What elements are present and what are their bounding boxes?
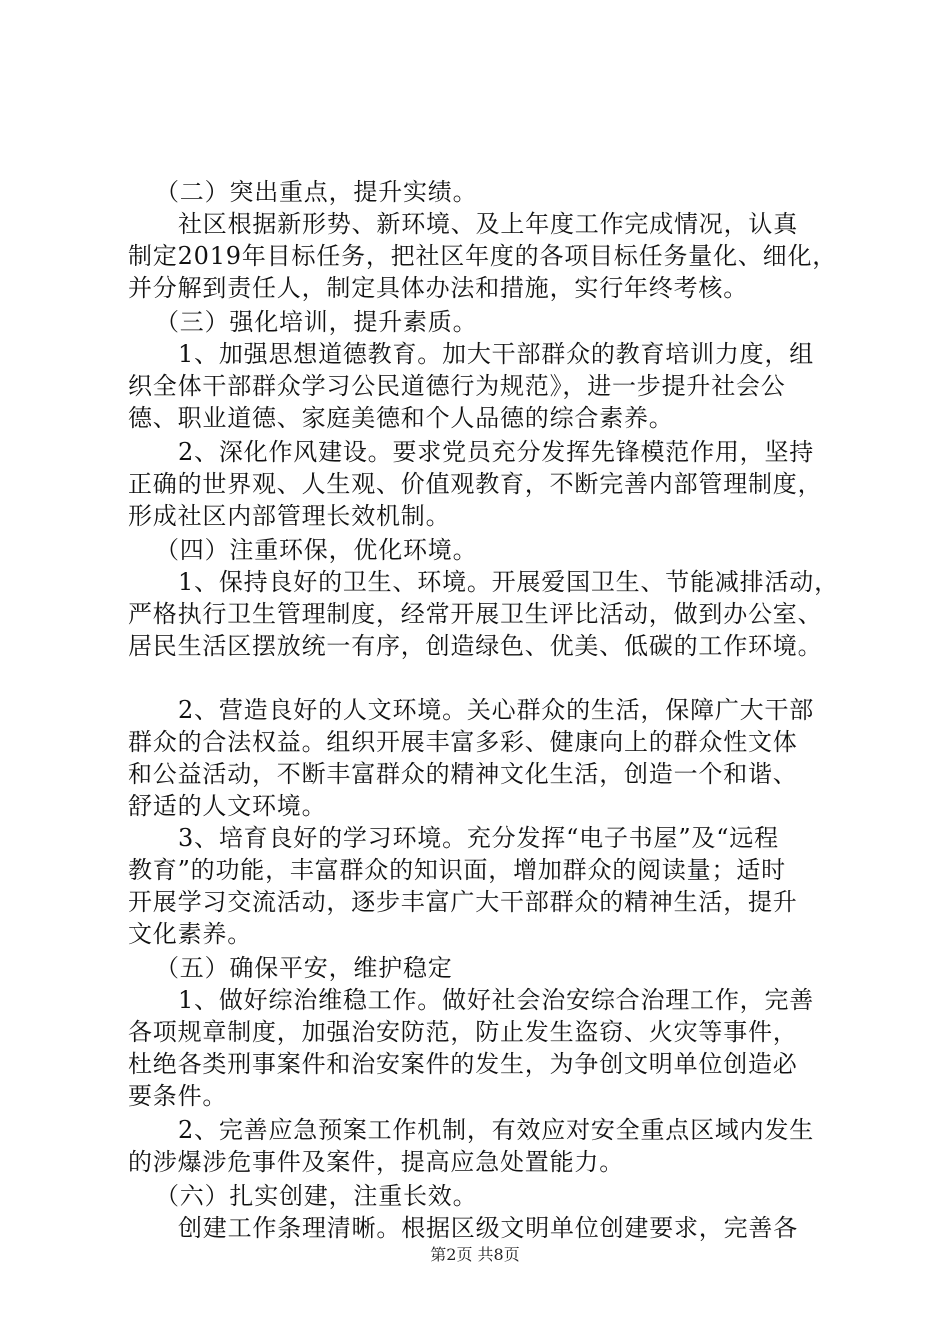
paragraph-line: 社区根据新形势、新环境、及上年度工作完成情况，认真: [178, 210, 798, 238]
page-footer: 第2页 共8页: [430, 1245, 520, 1264]
paragraph-line: 严格执行卫生管理制度，经常开展卫生评比活动，做到办公室、: [128, 600, 823, 628]
paragraph-line: 舒适的人文环境。: [128, 792, 327, 820]
paragraph-line: 和公益活动，不断丰富群众的精神文化生活，创造一个和谐、: [128, 760, 798, 788]
paragraph-line: 各项规章制度，加强治安防范，防止发生盗窃、火灾等事件，: [128, 1018, 798, 1046]
paragraph-line: 德、职业道德、家庭美德和个人品德的综合素养。: [128, 404, 674, 432]
paragraph-line: 居民生活区摆放统一有序，创造绿色、优美、低碳的工作环境。: [128, 632, 823, 660]
paragraph-line: 形成社区内部管理长效机制。: [128, 502, 451, 530]
paragraph-line: 要条件。: [128, 1082, 228, 1110]
paragraph-line: 3、培育良好的学习环境。充分发挥“电子书屋”及“远程: [178, 824, 779, 852]
paragraph-line: 2、深化作风建设。要求党员充分发挥先锋模范作用，坚持: [178, 438, 815, 466]
paragraph-line: 教育”的功能，丰富群众的知识面，增加群众的阅读量；适时: [128, 856, 786, 884]
section-heading-3: （三）强化培训，提升素质。: [155, 308, 478, 336]
paragraph-line: 杜绝各类刑事案件和治安案件的发生，为争创文明单位创造必: [128, 1050, 798, 1078]
paragraph-line: 开展学习交流活动，逐步丰富广大干部群众的精神生活，提升: [128, 888, 798, 916]
paragraph-line: 织全体干部群众学习公民道德行为规范》，进一步提升社会公: [128, 372, 786, 400]
section-heading-4: （四）注重环保，优化环境。: [155, 536, 478, 564]
paragraph-line: 正确的世界观、人生观、价值观教育，不断完善内部管理制度，: [128, 470, 823, 498]
section-heading-2: （二）突出重点，提升实绩。: [155, 178, 478, 206]
paragraph-line: 制定2019年目标任务，把社区年度的各项目标任务量化、细化，: [128, 242, 838, 270]
paragraph-line: 文化素养。: [128, 920, 252, 948]
paragraph-line: 1、做好综治维稳工作。做好社会治安综合治理工作，完善: [178, 986, 815, 1014]
section-heading-6: （六）扎实创建，注重长效。: [155, 1182, 478, 1210]
paragraph-line: 并分解到责任人，制定具体办法和措施，实行年终考核。: [128, 274, 748, 302]
paragraph-line: 群众的合法权益。组织开展丰富多彩、健康向上的群众性文体: [128, 728, 798, 756]
paragraph-line: 2、营造良好的人文环境。关心群众的生活，保障广大干部: [178, 696, 815, 724]
paragraph-line: 的涉爆涉危事件及案件，提高应急处置能力。: [128, 1148, 624, 1176]
paragraph-line: 创建工作条理清晰。根据区级文明单位创建要求，完善各: [178, 1214, 798, 1242]
paragraph-line: 1、加强思想道德教育。加大干部群众的教育培训力度，组: [178, 340, 815, 368]
paragraph-line: 1、保持良好的卫生、环境。开展爱国卫生、节能减排活动，: [178, 568, 839, 596]
paragraph-line: 2、完善应急预案工作机制，有效应对安全重点区域内发生: [178, 1116, 815, 1144]
section-heading-5: （五）确保平安，维护稳定: [155, 954, 453, 982]
